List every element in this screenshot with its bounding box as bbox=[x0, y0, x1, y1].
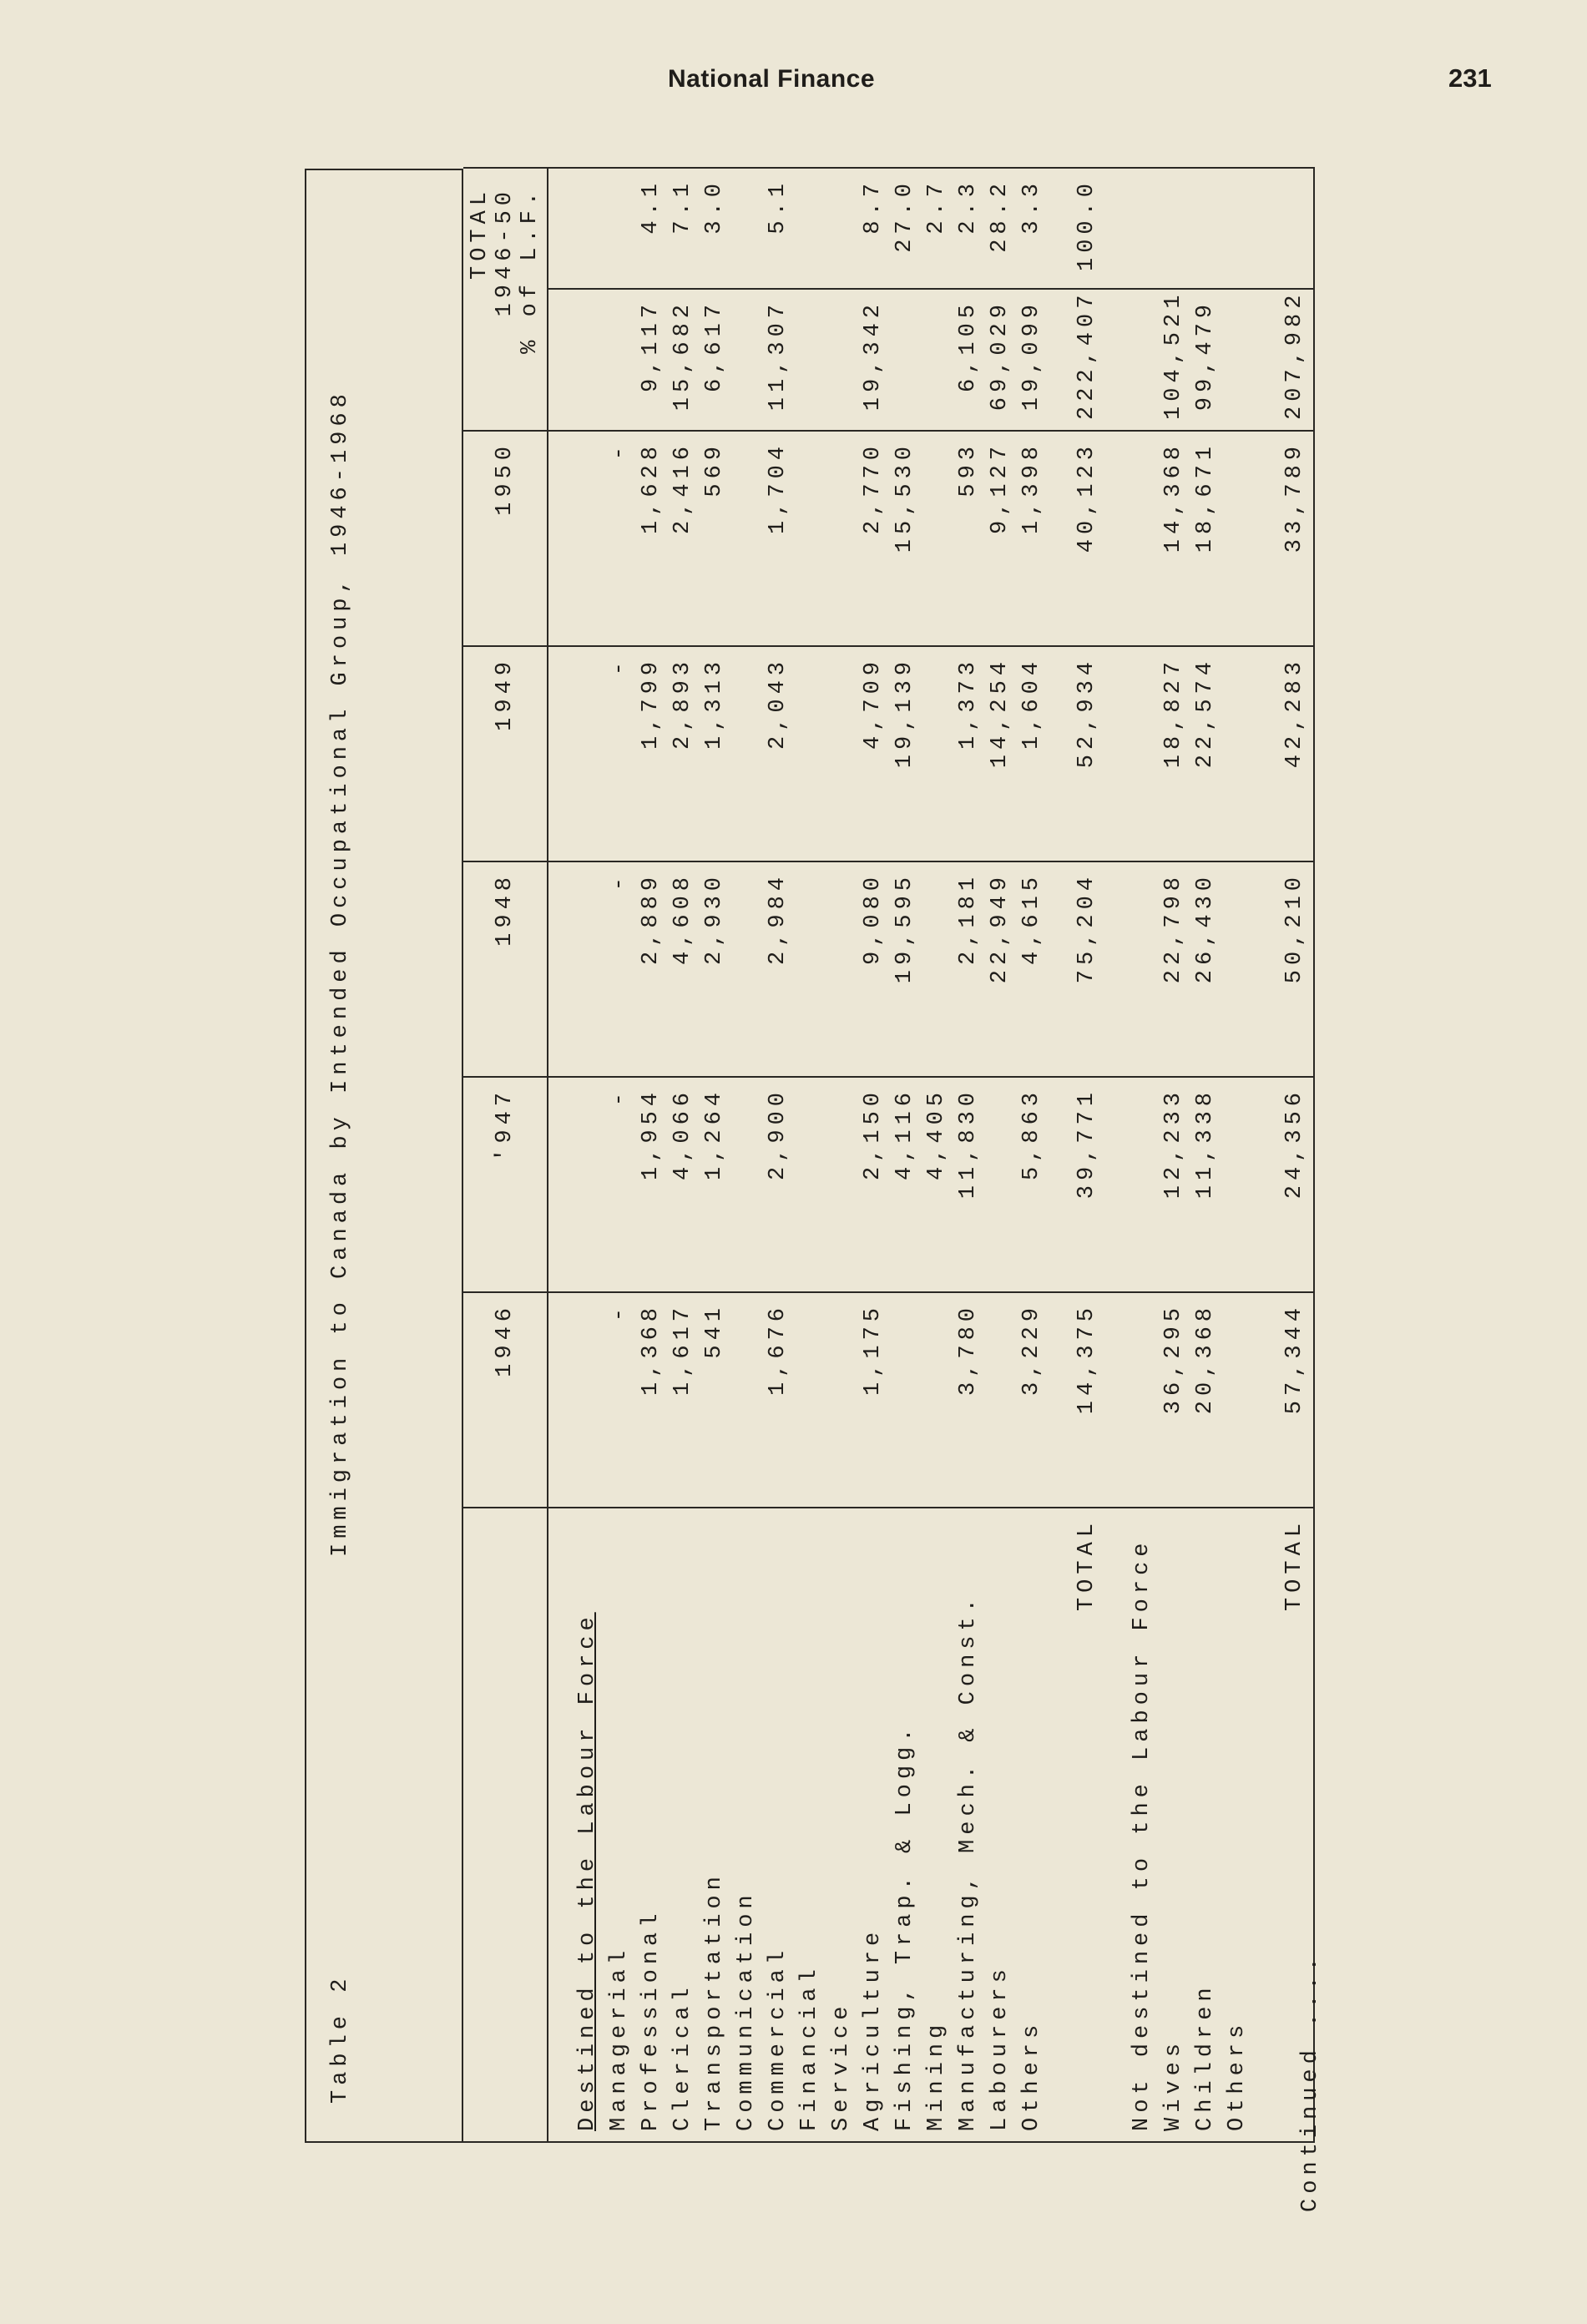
row-value: 3,229 bbox=[1016, 1292, 1048, 1508]
row-value bbox=[1221, 431, 1253, 646]
row-value bbox=[984, 1077, 1016, 1292]
row-value bbox=[730, 431, 762, 646]
row-percent-empty bbox=[1221, 168, 1253, 289]
row-value: 4,608 bbox=[667, 861, 699, 1077]
row-value bbox=[1221, 1077, 1253, 1292]
row-label: Managerial bbox=[604, 1508, 635, 2142]
table-row bbox=[604, 168, 635, 2142]
category-header bbox=[463, 1508, 548, 2142]
spacer-row bbox=[1103, 168, 1126, 2142]
row-value: 1,799 bbox=[635, 646, 667, 861]
row-value: 1,373 bbox=[953, 646, 984, 861]
row-label: Wives bbox=[1158, 1508, 1190, 2142]
table-row bbox=[1016, 168, 1048, 2142]
row-value: 4,066 bbox=[667, 1077, 699, 1292]
spacer-row bbox=[1048, 168, 1071, 2142]
row-value bbox=[730, 1292, 762, 1508]
row-value: 2,150 bbox=[857, 1077, 889, 1292]
row-label: Fishing, Trap. & Logg. bbox=[889, 1508, 921, 2142]
row-total: 19,342 bbox=[857, 289, 889, 431]
row-value: 2,416 bbox=[667, 431, 699, 646]
row-total: 6,617 bbox=[699, 289, 730, 431]
total-value: 57,344 bbox=[1276, 1292, 1314, 1508]
row-value bbox=[1221, 646, 1253, 861]
row-percent: 28.2 bbox=[984, 168, 1016, 289]
total-row bbox=[1276, 168, 1314, 2142]
row-value: 14,254 bbox=[984, 646, 1016, 861]
row-value bbox=[889, 1292, 921, 1508]
row-total bbox=[1221, 289, 1253, 431]
section-label: Not destined to the Labour Force bbox=[1126, 1508, 1158, 2142]
table-caption bbox=[305, 169, 463, 2143]
row-value: 1,954 bbox=[635, 1077, 667, 1292]
page-header bbox=[0, 58, 1587, 109]
row-value bbox=[1221, 861, 1253, 1077]
total-value: 14,375 bbox=[1071, 1292, 1103, 1508]
year-header: 1946 bbox=[463, 1292, 548, 1508]
header-row bbox=[463, 168, 548, 2142]
row-percent: 4.1 bbox=[635, 168, 667, 289]
row-value: 19,139 bbox=[889, 646, 921, 861]
row-value bbox=[1221, 1292, 1253, 1508]
row-value: 19,595 bbox=[889, 861, 921, 1077]
row-value: 9,127 bbox=[984, 431, 1016, 646]
section-row bbox=[572, 168, 604, 2142]
row-total: 11,307 bbox=[762, 289, 794, 431]
section-title: National Finance bbox=[668, 65, 876, 93]
row-value: 36,295 bbox=[1158, 1292, 1190, 1508]
row-total: 6,105 bbox=[953, 289, 984, 431]
row-value: 2,181 bbox=[953, 861, 984, 1077]
row-value bbox=[826, 646, 857, 861]
row-label: Transportation bbox=[699, 1508, 730, 2142]
row-value: 1,676 bbox=[762, 1292, 794, 1508]
row-total: 104,521 bbox=[1158, 289, 1190, 431]
row-label: Manufacturing, Mech. & Const. bbox=[953, 1508, 984, 2142]
total-value: 75,204 bbox=[1071, 861, 1103, 1077]
row-label: Commercial bbox=[762, 1508, 794, 2142]
row-value bbox=[730, 1077, 762, 1292]
total-sum: 222,407 bbox=[1071, 289, 1103, 431]
row-percent bbox=[826, 168, 857, 289]
row-value: 11,338 bbox=[1190, 1077, 1221, 1292]
row-value: 18,827 bbox=[1158, 646, 1190, 861]
table-row bbox=[794, 168, 826, 2142]
row-total: 9,117 bbox=[635, 289, 667, 431]
total-value: 42,283 bbox=[1276, 646, 1314, 861]
row-total bbox=[730, 289, 762, 431]
row-value: 1,368 bbox=[635, 1292, 667, 1508]
row-label: Others bbox=[1221, 1508, 1253, 2142]
total-header-line: 1946-50 bbox=[493, 186, 518, 317]
total-value: 24,356 bbox=[1276, 1077, 1314, 1292]
table-row bbox=[1221, 168, 1253, 2142]
row-value: 4,709 bbox=[857, 646, 889, 861]
row-total: 19,099 bbox=[1016, 289, 1048, 431]
row-value bbox=[794, 1077, 826, 1292]
row-label: Service bbox=[826, 1508, 857, 2142]
row-value: 22,574 bbox=[1190, 646, 1221, 861]
row-percent: 8.7 bbox=[857, 168, 889, 289]
table-row bbox=[921, 168, 953, 2142]
row-percent: 27.0 bbox=[889, 168, 921, 289]
row-value: 2,930 bbox=[699, 861, 730, 1077]
table-row bbox=[1190, 168, 1221, 2142]
page-number: 231 bbox=[1448, 63, 1492, 93]
table-row bbox=[984, 168, 1016, 2142]
row-value bbox=[730, 646, 762, 861]
year-header: 1950 bbox=[463, 431, 548, 646]
total-sum: 207,982 bbox=[1276, 289, 1314, 431]
row-label: Financial bbox=[794, 1508, 826, 2142]
row-percent: 5.1 bbox=[762, 168, 794, 289]
table-title: Immigration to Canada by Intended Occupational Group, 1946-1968 bbox=[328, 389, 353, 1557]
row-value: 1,175 bbox=[857, 1292, 889, 1508]
table-row bbox=[635, 168, 667, 2142]
row-value: - bbox=[604, 646, 635, 861]
row-percent: 3.3 bbox=[1016, 168, 1048, 289]
table-label: Table 2 bbox=[328, 1973, 353, 2104]
row-total bbox=[826, 289, 857, 431]
table-row bbox=[667, 168, 699, 2142]
year-header: '947 bbox=[463, 1077, 548, 1292]
row-value bbox=[826, 861, 857, 1077]
row-value: - bbox=[604, 861, 635, 1077]
row-value bbox=[921, 861, 953, 1077]
row-percent bbox=[794, 168, 826, 289]
row-value: 14,368 bbox=[1158, 431, 1190, 646]
row-label: Clerical bbox=[667, 1508, 699, 2142]
spacer-row bbox=[1253, 168, 1276, 2142]
total-value: 52,934 bbox=[1071, 646, 1103, 861]
table-row bbox=[889, 168, 921, 2142]
table-row bbox=[953, 168, 984, 2142]
table-row bbox=[730, 168, 762, 2142]
row-percent bbox=[604, 168, 635, 289]
row-label: Professional bbox=[635, 1508, 667, 2142]
row-value: 4,405 bbox=[921, 1077, 953, 1292]
row-value bbox=[921, 431, 953, 646]
row-total bbox=[921, 289, 953, 431]
section-label: Destined to the Labour Force bbox=[572, 1508, 604, 2142]
row-label: Children bbox=[1190, 1508, 1221, 2142]
row-total: 15,682 bbox=[667, 289, 699, 431]
row-value bbox=[826, 431, 857, 646]
row-percent bbox=[730, 168, 762, 289]
total-value: 50,210 bbox=[1276, 861, 1314, 1077]
total-percent: 100.0 bbox=[1071, 168, 1103, 289]
row-label: Labourers bbox=[984, 1508, 1016, 2142]
row-value: 4,615 bbox=[1016, 861, 1048, 1077]
row-value: 18,671 bbox=[1190, 431, 1221, 646]
rotated-table bbox=[305, 169, 1307, 2143]
row-total: 69,029 bbox=[984, 289, 1016, 431]
total-value: 33,789 bbox=[1276, 431, 1314, 646]
row-percent-empty bbox=[1158, 168, 1190, 289]
row-value: 2,770 bbox=[857, 431, 889, 646]
row-percent: 7.1 bbox=[667, 168, 699, 289]
table-body bbox=[548, 168, 1314, 2142]
row-label: Others bbox=[1016, 1508, 1048, 2142]
row-value: 1,617 bbox=[667, 1292, 699, 1508]
row-value: 2,984 bbox=[762, 861, 794, 1077]
row-label: Mining bbox=[921, 1508, 953, 2142]
row-value bbox=[921, 1292, 953, 1508]
row-value: 3,780 bbox=[953, 1292, 984, 1508]
row-total: 99,479 bbox=[1190, 289, 1221, 431]
row-value: 1,604 bbox=[1016, 646, 1048, 861]
row-value: 2,900 bbox=[762, 1077, 794, 1292]
row-total bbox=[889, 289, 921, 431]
row-value: 12,233 bbox=[1158, 1077, 1190, 1292]
row-value: 5,863 bbox=[1016, 1077, 1048, 1292]
year-header: 1948 bbox=[463, 861, 548, 1077]
row-value bbox=[921, 646, 953, 861]
table-row bbox=[762, 168, 794, 2142]
row-value: 15,530 bbox=[889, 431, 921, 646]
table-row bbox=[826, 168, 857, 2142]
year-header: 1949 bbox=[463, 646, 548, 861]
row-label: Communication bbox=[730, 1508, 762, 2142]
continued-note: Continued .... bbox=[1298, 1953, 1323, 2212]
row-value: 2,893 bbox=[667, 646, 699, 861]
row-value: - bbox=[604, 431, 635, 646]
row-value bbox=[826, 1077, 857, 1292]
total-label: TOTAL bbox=[1071, 1508, 1103, 2142]
row-value: 1,398 bbox=[1016, 431, 1048, 646]
row-value: 2,889 bbox=[635, 861, 667, 1077]
row-value: 569 bbox=[699, 431, 730, 646]
row-percent-empty bbox=[1190, 168, 1221, 289]
row-value: 11,830 bbox=[953, 1077, 984, 1292]
row-value: 1,628 bbox=[635, 431, 667, 646]
row-value: 1,264 bbox=[699, 1077, 730, 1292]
row-value bbox=[794, 431, 826, 646]
row-value: 26,430 bbox=[1190, 861, 1221, 1077]
row-value bbox=[984, 1292, 1016, 1508]
immigration-table bbox=[463, 167, 1315, 2143]
total-header bbox=[463, 168, 548, 431]
row-value: 22,949 bbox=[984, 861, 1016, 1077]
spacer-row bbox=[548, 168, 572, 2142]
table-row bbox=[699, 168, 730, 2142]
row-percent: 3.0 bbox=[699, 168, 730, 289]
row-value: 20,368 bbox=[1190, 1292, 1221, 1508]
section-row bbox=[1126, 168, 1158, 2142]
total-label: TOTAL bbox=[1276, 1508, 1314, 2142]
total-row bbox=[1071, 168, 1103, 2142]
row-value bbox=[794, 1292, 826, 1508]
pct-header: % of L.F. bbox=[518, 186, 543, 354]
row-percent: 2.7 bbox=[921, 168, 953, 289]
row-total bbox=[604, 289, 635, 431]
table-row bbox=[857, 168, 889, 2142]
total-value: 40,123 bbox=[1071, 431, 1103, 646]
row-value: - bbox=[604, 1292, 635, 1508]
row-percent: 2.3 bbox=[953, 168, 984, 289]
row-value: 541 bbox=[699, 1292, 730, 1508]
row-value: 4,116 bbox=[889, 1077, 921, 1292]
total-value: 39,771 bbox=[1071, 1077, 1103, 1292]
row-value bbox=[794, 861, 826, 1077]
row-total bbox=[794, 289, 826, 431]
row-value: 593 bbox=[953, 431, 984, 646]
row-value: 1,313 bbox=[699, 646, 730, 861]
total-percent-empty bbox=[1276, 168, 1314, 289]
row-value: 1,704 bbox=[762, 431, 794, 646]
row-value bbox=[826, 1292, 857, 1508]
total-header-line: TOTAL bbox=[468, 186, 493, 280]
table-row bbox=[1158, 168, 1190, 2142]
row-value bbox=[730, 861, 762, 1077]
row-value: - bbox=[604, 1077, 635, 1292]
row-label: Agriculture bbox=[857, 1508, 889, 2142]
row-value: 9,080 bbox=[857, 861, 889, 1077]
row-value bbox=[794, 646, 826, 861]
row-value: 22,798 bbox=[1158, 861, 1190, 1077]
row-value: 2,043 bbox=[762, 646, 794, 861]
